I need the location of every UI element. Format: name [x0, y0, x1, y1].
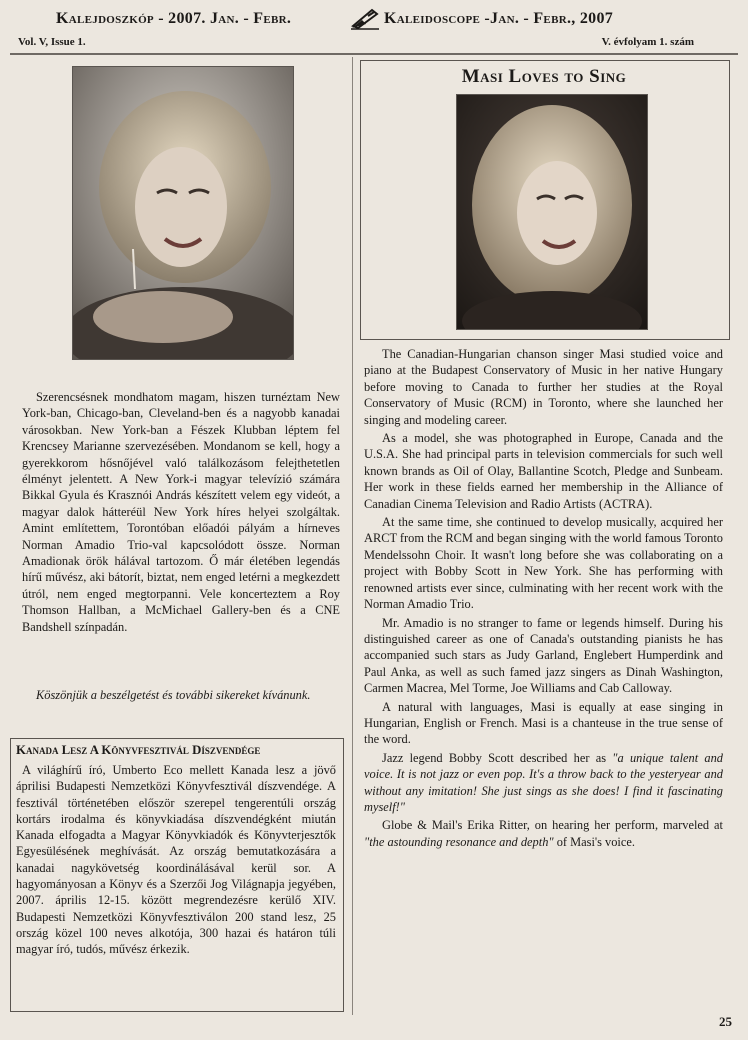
portrait-photo-left — [73, 67, 293, 359]
quote-lead: Jazz legend Bobby Scott described her as — [382, 750, 613, 765]
portrait-photo-right — [457, 95, 647, 329]
article-paragraph: At the same time, she continued to develop musically, acquired her ARCT from the RCM and began singing with the world famous Toronto Mendelssohn Choir. It wasn't long before she was collaborating on a project with Bobby Scott in New York. She has performing with renowned artists ever since, culminating with her recent work with the Norman Amadio Trio. — [364, 515, 724, 612]
page-number: 25 — [719, 1014, 732, 1029]
article-paragraph: A natural with languages, Masi is equally at ease singing in Hungarian, English or French. Masi is a chanteuse in the true sense of the word. — [364, 699, 723, 747]
kaleidoscope-logo-icon — [350, 6, 380, 30]
quote-lead: Globe & Mail's Erika Ritter, on hearing her perform, marveled at — [382, 818, 723, 833]
news-box-title: Kanada Lesz A Könyvfesztivál Díszvendége — [16, 743, 261, 757]
issue-label-hungarian: V. évfolyam 1. szám — [601, 36, 694, 48]
article-title: Masi Loves to Sing — [461, 66, 627, 87]
column-divider — [352, 57, 353, 1015]
right-photo-border — [456, 94, 648, 330]
news-box-text: A világhírű író, Umberto Eco mellett Kanada lesz a jövő áprilisi Budapesti Nemzetközi Könyvfesztivál díszvendége. A fesztivál történetében először szerepel tengerentúli ország kortárs irodalma és könyvkiadása díszvendégként miután Kanada elfogadta a Magyar Könyvkiadók és Könyvterjesztők Egyesülésének meghívását. Az ország bemutatkozására a kanadai nagykövetség koordinálásával kerül sor. A hagyományosan a Könyv és a Szerzői Jog Világnapja jegyében, 2007. április 12-15. között megrendezésre kerülő XIV. Budapesti Nemzetközi Könyvfesztiválon 200 stand lesz, 25 ország közel 100 neves alkotója, 300 hazai és határon túli magyar író, tudós, művész érkezik. — [16, 763, 336, 957]
issue-label-english: Vol. V, Issue 1. — [18, 36, 86, 48]
article-body — [364, 346, 723, 852]
erika-ritter-quote: "the astounding resonance and depth" — [364, 834, 554, 849]
masthead-hungarian-title: Kalejdoszkóp - 2007. Jan. - Febr. — [56, 10, 292, 27]
header-rule — [10, 53, 738, 55]
article-paragraph: As a model, she was photographed in Europe, Canada and the U.S.A. She had principal parts in television commercials for such well known brands as Oil of Olay, Ballantine Scotch, Pledge and Sunbeam. Her work in these fields earned her membership in the Alliance of Canadian Cinema Television and Radio Artists (ACTRA). — [364, 431, 723, 511]
masthead-english-title: Kaleidoscope -Jan. - Febr., 2007 — [384, 10, 614, 27]
article-paragraph-quote — [364, 817, 723, 850]
interview-paragraph: Szerencsésnek mondhatom magam, hiszen turnéztam New York-ban, Chicago-ban, Cleveland-ben és a nagyobb kanadai városokban. New York-ban a Fészek Klubban léptem fel Krencsey Marianne szervezésében. Mondanom se kell, hogy a gyerekkorom hősnőjével való találkozásom felejthetetlen élményt jelentett. A New York-i magyar televízió számára Bikkal Gyula és Krasznói András készített velem egy videót, a magyar dalok hátteréül New York híres helyei szolgáltak. Amint említettem, Torontóban előadói pályám a hírneves Norman Amadio Trio-val kapcsolódott össze. Norman Amadionak örök hálával tartozom. Ő már életében legendás hírű művész, aki bátorít, biztat, nem enged letérni a megkezdett útról, nem enged megtorpanni. Vele koncerteztem a Roy Thomson Hallban, a McMichael Gallery-ben és a CNE Bandshell színpadán. — [22, 390, 340, 634]
quote-tail: of Masi's voice. — [553, 834, 635, 849]
article-paragraph: The Canadian-Hungarian chanson singer Masi studied voice and piano at the Budapest Conservatory of Music in her native Hungary before moving to Canada to further her studies at the Royal Conservatory of Music (RCM) in Toronto, where she launched her singing and modeling career. — [364, 347, 723, 427]
article-paragraph-quote — [364, 750, 723, 816]
bobby-scott-quote: "a unique talent and voice. It is not jazz or even pop. It's a throw back to the yesteryear and without any imitation! She just sings as she does! I find it fascinating myself!" — [364, 750, 723, 814]
masthead — [12, 6, 736, 32]
interview-closing: Köszönjük a beszélgetést és további sikereket kívánunk. — [36, 688, 311, 702]
left-photo-frame — [72, 66, 294, 360]
article-paragraph: Mr. Amadio is no stranger to fame or legends himself. During his distinguished career as one of Canada's outstanding pianists he has accompanied such stars as Judy Garland, Englebert Humperdink and Paul Anka, as well as such famed jazz singers as Dinah Washington, Carmen Macrea, Mel Torme, Joe Williams and Cab Calloway. — [364, 615, 723, 696]
